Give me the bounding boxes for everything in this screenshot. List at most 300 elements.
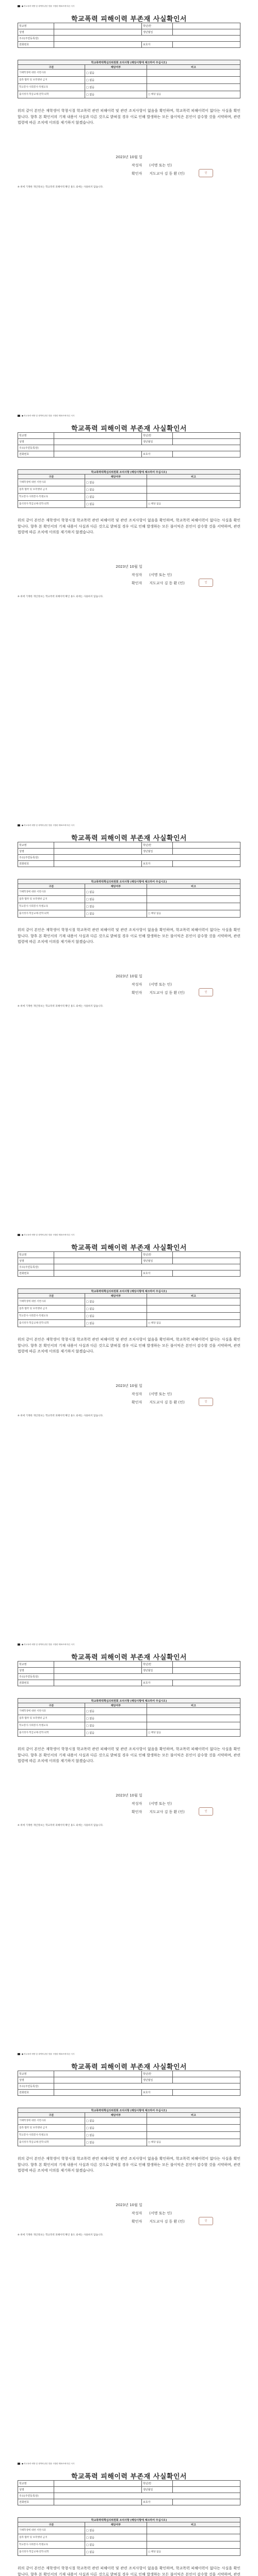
measure-remark: □ 해당 없음 xyxy=(147,2549,240,2556)
measures-caption: 학교폭력대책심의위원회 조치사항 (해당사항에 체크하여 주십시오) xyxy=(18,470,240,474)
form-page xyxy=(0,2458,258,2576)
confirmer-signature-row xyxy=(132,1809,196,1815)
measures-caption: 학교폭력대책심의위원회 조치사항 (해당사항에 체크하여 주십시오) xyxy=(18,2108,240,2113)
school-value xyxy=(54,23,142,29)
form-reference-note: ● 학교폭력 예방 및 대책에 관한 법률 시행령 제33조에 따른 서식 xyxy=(18,5,74,8)
writer-signature-row xyxy=(132,1392,196,1397)
measure-category: 접촉·협박 및 보복행위 금지 xyxy=(18,896,85,903)
measure-remark xyxy=(147,2527,240,2534)
address-label: 주소(주민등록상) xyxy=(18,1264,54,1270)
measure-status: □ 없음 xyxy=(85,479,147,486)
measure-row xyxy=(18,903,240,910)
name-value xyxy=(54,849,142,855)
measure-status: □ 없음 xyxy=(85,1320,147,1327)
form-reference-note: ● 학교폭력 예방 및 대책에 관한 법률 시행령 제33조에 따른 서식 xyxy=(18,2463,74,2465)
official-seal-stamp: 인 xyxy=(199,2217,213,2225)
measure-remark xyxy=(147,1722,240,1730)
measure-row xyxy=(18,1715,240,1722)
birthdate-label: 생년월일 xyxy=(142,1258,173,1264)
measure-status: □ 없음 xyxy=(85,903,147,910)
address-value xyxy=(54,1264,240,1270)
measure-status: □ 없음 xyxy=(85,2549,147,2556)
birthdate-value xyxy=(173,849,240,855)
form-page xyxy=(0,1229,258,1638)
name-value xyxy=(54,2077,142,2083)
writer-label: 작성자 xyxy=(132,2211,142,2215)
birthdate-value xyxy=(173,1258,240,1264)
birthdate-label: 생년월일 xyxy=(142,1668,173,1674)
personal-info-table xyxy=(18,432,240,457)
measure-status: □ 없음 xyxy=(85,1722,147,1730)
declaration-text: 위의 같이 본인은 재학생이 학창시절 학교폭력 관련 피해이력 및 관련 조치사항이 없음을 확인하며, 학교폭력 피해이력이 없다는 사실을 확인합니다. 향후 본 확인서의 기재 내용이 사실과 다른 것으로 밝혀질 경우 이로 인해 발생하는 모든 불이익은 본인이 감수할 것을 서약하며, 관련 법령에 따른 조치에 이의를 제기하지 않겠습니다. xyxy=(18,2157,240,2173)
measure-status: □ 없음 xyxy=(85,2139,147,2146)
measure-row xyxy=(18,2549,240,2556)
measure-category: 학교봉사·사회봉사·특별교육 xyxy=(18,1313,85,1320)
writer-value: (서명 또는 인) xyxy=(149,1802,172,1806)
guardian-label: 보호자 xyxy=(142,2090,173,2096)
declaration-text: 위의 같이 본인은 재학생이 학창시절 학교폭력 관련 피해이력 및 관련 조치사항이 없음을 확인하며, 학교폭력 피해이력이 없다는 사실을 확인합니다. 향후 본 확인서의 기재 내용이 사실과 다른 것으로 밝혀질 경우 이로 인해 발생하는 모든 불이익은 본인이 감수할 것을 서약하며, 관련 법령에 따른 조치에 이의를 제기하지 않겠습니다. xyxy=(18,1747,240,1764)
measure-remark: □ 해당 없음 xyxy=(147,91,240,98)
school-label: 학교명 xyxy=(18,842,54,849)
measure-category: 출석정지·학급교체·전학·퇴학 xyxy=(18,1320,85,1327)
form-reference-note: ● 학교폭력 예방 및 대책에 관한 법률 시행령 제33조에 따른 서식 xyxy=(18,1643,74,1646)
measure-status: □ 없음 xyxy=(85,84,147,91)
measures-table xyxy=(18,60,240,98)
guardian-value xyxy=(173,2090,240,2096)
measure-status: □ 없음 xyxy=(85,1306,147,1313)
grade-value xyxy=(173,433,240,439)
phone-value xyxy=(54,1680,142,1686)
measure-status: □ 없음 xyxy=(85,910,147,918)
declaration-text: 위의 같이 본인은 재학생이 학창시절 학교폭력 관련 피해이력 및 관련 조치사항이 없음을 확인하며, 학교폭력 피해이력이 없다는 사실을 확인합니다. 향후 본 확인서의 기재 내용이 사실과 다른 것으로 밝혀질 경우 이로 인해 발생하는 모든 불이익은 본인이 감수할 것을 서약하며, 관련 법령에 따른 조치에 이의를 제기하지 않겠습니다. xyxy=(18,109,240,125)
col-category: 구분 xyxy=(18,1294,85,1298)
confirmer-value: 지도교사 김 동 환 (인) xyxy=(149,1810,185,1814)
measure-row xyxy=(18,77,240,84)
measure-remark xyxy=(147,2132,240,2139)
school-value xyxy=(54,2071,142,2077)
phone-value xyxy=(54,1270,142,1277)
writer-value: (서명 또는 인) xyxy=(149,2211,172,2215)
writer-signature-row xyxy=(132,163,196,168)
measure-status: □ 없음 xyxy=(85,2534,147,2541)
measure-category: 가해학생에 대한 서면사과 xyxy=(18,1298,85,1306)
name-label: 성명 xyxy=(18,2487,54,2493)
measure-category: 접촉·협박 및 보복행위 금지 xyxy=(18,1306,85,1313)
writer-label: 작성자 xyxy=(132,573,142,577)
address-label: 주소(주민등록상) xyxy=(18,36,54,42)
measure-status: □ 없음 xyxy=(85,1708,147,1715)
measure-row xyxy=(18,2117,240,2125)
col-status: 해당여부 xyxy=(85,2522,147,2527)
name-value xyxy=(54,29,142,36)
col-category: 구분 xyxy=(18,2522,85,2527)
grade-value xyxy=(173,23,240,29)
col-status: 해당여부 xyxy=(85,884,147,889)
col-status: 해당여부 xyxy=(85,1703,147,1708)
declaration-text: 위의 같이 본인은 재학생이 학창시절 학교폭력 관련 피해이력 및 관련 조치사항이 없음을 확인하며, 학교폭력 피해이력이 없다는 사실을 확인합니다. 향후 본 확인서의 기재 내용이 사실과 다른 것으로 밝혀질 경우 이로 인해 발생하는 모든 불이익은 본인이 감수할 것을 서약하며, 관련 법령에 따른 조치에 이의를 제기하지 않겠습니다. xyxy=(18,1337,240,1354)
measures-table xyxy=(18,2108,240,2146)
measures-table xyxy=(18,2517,240,2556)
measure-row xyxy=(18,1313,240,1320)
guardian-label: 보호자 xyxy=(142,42,173,48)
official-seal-stamp: 인 xyxy=(199,579,213,587)
confirmer-signature-row xyxy=(132,2219,196,2224)
personal-info-table xyxy=(18,1251,240,1277)
measure-remark: □ 해당 없음 xyxy=(147,1320,240,1327)
measures-table xyxy=(18,469,240,508)
date-line: 2023년 10월 일 xyxy=(116,155,142,159)
grade-label: 학년/반 xyxy=(142,23,173,29)
col-remark: 비고 xyxy=(147,65,240,70)
grade-label: 학년/반 xyxy=(142,1252,173,1258)
declaration-text: 위의 같이 본인은 재학생이 학창시절 학교폭력 관련 피해이력 및 관련 조치사항이 없음을 확인하며, 학교폭력 피해이력이 없다는 사실을 확인합니다. 향후 본 확인서의 기재 내용이 사실과 다른 것으로 밝혀질 경우 이로 인해 발생하는 모든 불이익은 본인이 감수할 것을 서약하며, 관련 xyxy=(18,2566,240,2576)
measure-category: 가해학생에 대한 서면사과 xyxy=(18,2527,85,2534)
measure-category: 출석정지·학급교체·전학·퇴학 xyxy=(18,91,85,98)
official-seal-stamp: 인 xyxy=(199,988,213,996)
col-remark: 비고 xyxy=(147,2113,240,2117)
form-reference-note: ● 학교폭력 예방 및 대책에 관한 법률 시행령 제33조에 따른 서식 xyxy=(18,2053,74,2056)
col-status: 해당여부 xyxy=(85,1294,147,1298)
personal-info-table xyxy=(18,842,240,867)
measure-category: 접촉·협박 및 보복행위 금지 xyxy=(18,77,85,84)
guardian-value xyxy=(173,1680,240,1686)
grade-value xyxy=(173,1662,240,1668)
measure-category: 학교봉사·사회봉사·특별교육 xyxy=(18,494,85,501)
writer-label: 작성자 xyxy=(132,1392,142,1396)
name-label: 성명 xyxy=(18,29,54,36)
form-page xyxy=(0,2048,258,2458)
bullet-icon xyxy=(18,5,20,7)
privacy-footnote: ※ 위에 기재한 개인정보는 학교폭력 피해이력 확인 용도 외에는 사용하지 않습니다. xyxy=(18,186,104,189)
phone-value xyxy=(54,861,142,867)
document-title: 학교폭력 피해이력 부존재 사실확인서 xyxy=(71,2063,187,2071)
grade-label: 학년/반 xyxy=(142,1662,173,1668)
privacy-footnote: ※ 위에 기재한 개인정보는 학교폭력 피해이력 확인 용도 외에는 사용하지 않습니다. xyxy=(18,596,104,598)
grade-label: 학년/반 xyxy=(142,2071,173,2077)
measure-row xyxy=(18,70,240,77)
confirmer-label: 확인자 xyxy=(132,172,142,176)
birthdate-label: 생년월일 xyxy=(142,29,173,36)
measure-remark xyxy=(147,1313,240,1320)
official-seal-stamp: 인 xyxy=(199,1398,213,1406)
confirmer-value: 지도교사 김 동 환 (인) xyxy=(149,991,185,995)
writer-signature-row xyxy=(132,982,196,987)
confirmer-label: 확인자 xyxy=(132,2219,142,2224)
measure-status: □ 없음 xyxy=(85,2125,147,2132)
confirmer-signature-row xyxy=(132,1400,196,1405)
address-value xyxy=(54,36,240,42)
grade-value xyxy=(173,1252,240,1258)
measure-row xyxy=(18,2541,240,2549)
confirmer-label: 확인자 xyxy=(132,991,142,995)
col-remark: 비고 xyxy=(147,1703,240,1708)
form-page xyxy=(0,1638,258,2048)
col-status: 해당여부 xyxy=(85,2113,147,2117)
measure-remark: □ 해당 없음 xyxy=(147,2139,240,2146)
measure-status: □ 없음 xyxy=(85,501,147,508)
phone-label: 전화번호 xyxy=(18,861,54,867)
address-label: 주소(주민등록상) xyxy=(18,1674,54,1680)
measure-status: □ 없음 xyxy=(85,91,147,98)
guardian-label: 보호자 xyxy=(142,1680,173,1686)
bullet-icon xyxy=(18,2463,20,2465)
measures-caption: 학교폭력대책심의위원회 조치사항 (해당사항에 체크하여 주십시오) xyxy=(18,2518,240,2522)
measure-row xyxy=(18,1730,240,1737)
measure-status: □ 없음 xyxy=(85,2541,147,2549)
privacy-footnote: ※ 위에 기재한 개인정보는 학교폭력 피해이력 확인 용도 외에는 사용하지 않습니다. xyxy=(18,2234,104,2236)
school-value xyxy=(54,842,142,849)
measure-remark xyxy=(147,1715,240,1722)
measure-row xyxy=(18,1722,240,1730)
measure-remark xyxy=(147,2117,240,2125)
confirmer-label: 확인자 xyxy=(132,1400,142,1404)
birthdate-label: 생년월일 xyxy=(142,849,173,855)
writer-value: (서명 또는 인) xyxy=(149,163,172,167)
address-value xyxy=(54,2083,240,2090)
declaration-text: 위의 같이 본인은 재학생이 학창시절 학교폭력 관련 피해이력 및 관련 조치사항이 없음을 확인하며, 학교폭력 피해이력이 없다는 사실을 확인합니다. 향후 본 확인서의 기재 내용이 사실과 다른 것으로 밝혀질 경우 이로 인해 발생하는 모든 불이익은 본인이 감수할 것을 서약하며, 관련 법령에 따른 조치에 이의를 제기하지 않겠습니다. xyxy=(18,518,240,535)
address-value xyxy=(54,2493,240,2499)
measure-category: 학교봉사·사회봉사·특별교육 xyxy=(18,2541,85,2549)
measure-category: 접촉·협박 및 보복행위 금지 xyxy=(18,1715,85,1722)
measure-status: □ 없음 xyxy=(85,889,147,896)
col-category: 구분 xyxy=(18,65,85,70)
col-category: 구분 xyxy=(18,474,85,479)
name-label: 성명 xyxy=(18,439,54,445)
writer-signature-row xyxy=(132,572,196,578)
confirmer-label: 확인자 xyxy=(132,1810,142,1814)
measures-table xyxy=(18,1289,240,1327)
personal-info-table xyxy=(18,2480,240,2505)
measure-remark xyxy=(147,84,240,91)
date-line: 2023년 10월 일 xyxy=(116,2203,142,2207)
privacy-footnote: ※ 위에 기재한 개인정보는 학교폭력 피해이력 확인 용도 외에는 사용하지 않습니다. xyxy=(18,1824,104,1827)
measure-remark xyxy=(147,2541,240,2549)
measure-remark xyxy=(147,77,240,84)
measure-status: □ 없음 xyxy=(85,70,147,77)
measure-row xyxy=(18,889,240,896)
measure-row xyxy=(18,84,240,91)
phone-label: 전화번호 xyxy=(18,2090,54,2096)
measure-category: 가해학생에 대한 서면사과 xyxy=(18,889,85,896)
phone-label: 전화번호 xyxy=(18,42,54,48)
date-line: 2023년 10월 일 xyxy=(116,974,142,978)
address-label: 주소(주민등록상) xyxy=(18,2083,54,2090)
measure-remark xyxy=(147,2125,240,2132)
confirmer-signature-row xyxy=(132,990,196,995)
form-reference-note: ● 학교폭력 예방 및 대책에 관한 법률 시행령 제33조에 따른 서식 xyxy=(18,824,74,827)
col-category: 구분 xyxy=(18,884,85,889)
address-label: 주소(주민등록상) xyxy=(18,445,54,451)
measure-category: 출석정지·학급교체·전학·퇴학 xyxy=(18,910,85,918)
measures-table xyxy=(18,879,240,918)
grade-value xyxy=(173,2481,240,2487)
measure-row xyxy=(18,501,240,508)
writer-label: 작성자 xyxy=(132,982,142,987)
name-label: 성명 xyxy=(18,2077,54,2083)
form-page xyxy=(0,819,258,1229)
measure-remark xyxy=(147,479,240,486)
col-category: 구분 xyxy=(18,2113,85,2117)
measure-category: 가해학생에 대한 서면사과 xyxy=(18,2117,85,2125)
bullet-icon xyxy=(18,1643,20,1646)
form-page xyxy=(0,410,258,819)
col-remark: 비고 xyxy=(147,2522,240,2527)
writer-signature-row xyxy=(132,1801,196,1806)
school-label: 학교명 xyxy=(18,1252,54,1258)
form-reference-note: ● 학교폭력 예방 및 대책에 관한 법률 시행령 제33조에 따른 서식 xyxy=(18,1234,74,1236)
guardian-label: 보호자 xyxy=(142,1270,173,1277)
measure-row xyxy=(18,91,240,98)
measures-caption: 학교폭력대책심의위원회 조치사항 (해당사항에 체크하여 주십시오) xyxy=(18,1699,240,1703)
measure-category: 가해학생에 대한 서면사과 xyxy=(18,1708,85,1715)
name-value xyxy=(54,1668,142,1674)
writer-value: (서명 또는 인) xyxy=(149,982,172,987)
official-seal-stamp: 인 xyxy=(199,1807,213,1816)
grade-label: 학년/반 xyxy=(142,842,173,849)
measure-category: 접촉·협박 및 보복행위 금지 xyxy=(18,2125,85,2132)
confirmer-signature-row xyxy=(132,171,196,176)
birthdate-label: 생년월일 xyxy=(142,2487,173,2493)
birthdate-value xyxy=(173,2487,240,2493)
phone-label: 전화번호 xyxy=(18,1680,54,1686)
col-remark: 비고 xyxy=(147,884,240,889)
school-label: 학교명 xyxy=(18,433,54,439)
date-line: 2023년 10월 일 xyxy=(116,1384,142,1388)
measure-row xyxy=(18,910,240,918)
phone-value xyxy=(54,42,142,48)
measures-caption: 학교폭력대책심의위원회 조치사항 (해당사항에 체크하여 주십시오) xyxy=(18,1289,240,1294)
guardian-value xyxy=(173,42,240,48)
measure-row xyxy=(18,1298,240,1306)
measures-caption: 학교폭력대책심의위원회 조치사항 (해당사항에 체크하여 주십시오) xyxy=(18,60,240,65)
guardian-label: 보호자 xyxy=(142,2499,173,2505)
measure-remark: □ 해당 없음 xyxy=(147,910,240,918)
confirmer-value: 지도교사 김 동 환 (인) xyxy=(149,2219,185,2224)
guardian-value xyxy=(173,861,240,867)
document-title: 학교폭력 피해이력 부존재 사실확인서 xyxy=(71,1654,187,1662)
school-label: 학교명 xyxy=(18,23,54,29)
school-value xyxy=(54,1252,142,1258)
confirmer-value: 지도교사 김 동 환 (인) xyxy=(149,172,185,176)
measure-row xyxy=(18,1320,240,1327)
address-label: 주소(주민등록상) xyxy=(18,855,54,861)
measure-row xyxy=(18,1306,240,1313)
phone-value xyxy=(54,2090,142,2096)
guardian-label: 보호자 xyxy=(142,451,173,457)
confirmer-label: 확인자 xyxy=(132,581,142,585)
measure-row xyxy=(18,2125,240,2132)
measure-row xyxy=(18,2527,240,2534)
school-value xyxy=(54,1662,142,1668)
measure-status: □ 없음 xyxy=(85,486,147,494)
col-status: 해당여부 xyxy=(85,474,147,479)
confirmer-value: 지도교사 김 동 환 (인) xyxy=(149,581,185,585)
measure-category: 학교봉사·사회봉사·특별교육 xyxy=(18,84,85,91)
birthdate-value xyxy=(173,1668,240,1674)
measure-status: □ 없음 xyxy=(85,77,147,84)
privacy-footnote: ※ 위에 기재한 개인정보는 학교폭력 피해이력 확인 용도 외에는 사용하지 않습니다. xyxy=(18,1005,104,1008)
date-line: 2023년 10월 일 xyxy=(116,1793,142,1798)
measure-status: □ 없음 xyxy=(85,1298,147,1306)
writer-signature-row xyxy=(132,2211,196,2216)
school-label: 학교명 xyxy=(18,1662,54,1668)
declaration-text: 위의 같이 본인은 재학생이 학창시절 학교폭력 관련 피해이력 및 관련 조치사항이 없음을 확인하며, 학교폭력 피해이력이 없다는 사실을 확인합니다. 향후 본 확인서의 기재 내용이 사실과 다른 것으로 밝혀질 경우 이로 인해 발생하는 모든 불이익은 본인이 감수할 것을 서약하며, 관련 법령에 따른 조치에 이의를 제기하지 않겠습니다. xyxy=(18,928,240,944)
address-value xyxy=(54,855,240,861)
privacy-footnote: ※ 위에 기재한 개인정보는 학교폭력 피해이력 확인 용도 외에는 사용하지 않습니다. xyxy=(18,1415,104,1417)
col-category: 구분 xyxy=(18,1703,85,1708)
birthdate-value xyxy=(173,439,240,445)
bullet-icon xyxy=(18,1234,20,1236)
measure-remark xyxy=(147,1306,240,1313)
bullet-icon xyxy=(18,415,20,417)
measure-remark: □ 해당 없음 xyxy=(147,501,240,508)
measure-status: □ 없음 xyxy=(85,1730,147,1737)
measure-remark xyxy=(147,896,240,903)
address-value xyxy=(54,445,240,451)
measure-status: □ 없음 xyxy=(85,1313,147,1320)
measure-category: 출석정지·학급교체·전학·퇴학 xyxy=(18,501,85,508)
measure-status: □ 없음 xyxy=(85,494,147,501)
confirmer-signature-row xyxy=(132,581,196,586)
document-title: 학교폭력 피해이력 부존재 사실확인서 xyxy=(71,2473,187,2481)
measure-category: 학교봉사·사회봉사·특별교육 xyxy=(18,2132,85,2139)
birthdate-label: 생년월일 xyxy=(142,439,173,445)
official-seal-stamp: 인 xyxy=(199,169,213,177)
name-label: 성명 xyxy=(18,1258,54,1264)
measure-status: □ 없음 xyxy=(85,896,147,903)
school-value xyxy=(54,2481,142,2487)
measure-category: 접촉·협박 및 보복행위 금지 xyxy=(18,486,85,494)
measure-status: □ 없음 xyxy=(85,1715,147,1722)
name-value xyxy=(54,439,142,445)
writer-value: (서명 또는 인) xyxy=(149,573,172,577)
address-label: 주소(주민등록상) xyxy=(18,2493,54,2499)
measure-remark: □ 해당 없음 xyxy=(147,1730,240,1737)
phone-label: 전화번호 xyxy=(18,1270,54,1277)
name-value xyxy=(54,2487,142,2493)
document-title: 학교폭력 피해이력 부존재 사실확인서 xyxy=(71,1244,187,1252)
personal-info-table xyxy=(18,23,240,48)
writer-label: 작성자 xyxy=(132,1802,142,1806)
measure-remark xyxy=(147,1708,240,1715)
document-title: 학교폭력 피해이력 부존재 사실확인서 xyxy=(71,835,187,842)
phone-label: 전화번호 xyxy=(18,451,54,457)
guardian-value xyxy=(173,451,240,457)
phone-value xyxy=(54,451,142,457)
measures-table xyxy=(18,1698,240,1737)
measure-remark xyxy=(147,903,240,910)
measures-caption: 학교폭력대책심의위원회 조치사항 (해당사항에 체크하여 주십시오) xyxy=(18,879,240,884)
measure-row xyxy=(18,2534,240,2541)
date-line: 2023년 10월 일 xyxy=(116,565,142,569)
measure-status: □ 없음 xyxy=(85,2132,147,2139)
name-value xyxy=(54,1258,142,1264)
bullet-icon xyxy=(18,2053,20,2055)
school-label: 학교명 xyxy=(18,2071,54,2077)
measure-remark xyxy=(147,70,240,77)
grade-value xyxy=(173,842,240,849)
measure-status: □ 없음 xyxy=(85,2117,147,2125)
personal-info-table xyxy=(18,1661,240,1686)
measure-remark xyxy=(147,1298,240,1306)
measure-category: 출석정지·학급교체·전학·퇴학 xyxy=(18,2139,85,2146)
grade-label: 학년/반 xyxy=(142,433,173,439)
measure-category: 접촉·협박 및 보복행위 금지 xyxy=(18,2534,85,2541)
measure-row xyxy=(18,2139,240,2146)
birthdate-value xyxy=(173,2077,240,2083)
personal-info-table xyxy=(18,2071,240,2096)
name-label: 성명 xyxy=(18,1668,54,1674)
